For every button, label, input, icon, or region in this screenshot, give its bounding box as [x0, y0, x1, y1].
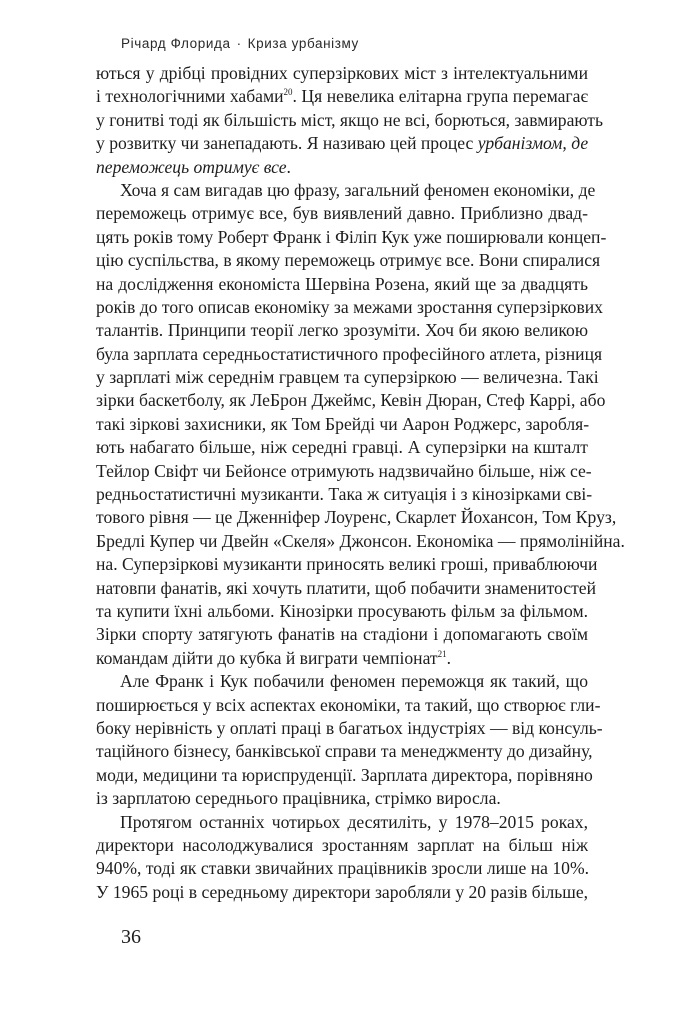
text-line: цять років тому Роберт Франк і Філіп Кук уже поширювали концеп-	[96, 226, 607, 247]
text-line: на. Суперзіркові музиканти приносять великі гроші, приваблюючи	[96, 554, 598, 575]
text-line: цію суспільства, в якому переможець отримує все. Вони спиралися	[96, 250, 601, 271]
text-line: та купити їхні альбоми. Кінозірки просувають фільм за фільмом.	[96, 600, 588, 621]
text-line: директори насолоджувалися зростанням зарплат на більш ніж	[96, 834, 588, 855]
text-line: була зарплата середньостатистичного професійного атлета, різниця	[96, 343, 603, 364]
text-line: редньостатистичні музиканти. Така ж ситуація і з кінозірками сві-	[96, 484, 593, 505]
running-head-title: Криза урбанізму	[247, 36, 359, 51]
footnote-ref: 21	[437, 648, 447, 659]
text-line: У 1965 році в середньому директори заробляли у 20 разів більше,	[96, 881, 589, 902]
text-line: командам дійти до кубка й виграти чемпіонат$^{21}$.	[96, 647, 452, 668]
text-line: із зарплатою середнього працівника, стрімко виросла.	[96, 788, 501, 809]
text-line: на дослідження економіста Шервіна Розена, який ще за двадцять	[96, 273, 588, 294]
text-line: тового рівня — це Дженніфер Лоуренс, Скарлет Йохансон, Том Круз,	[96, 507, 617, 528]
running-head-author: Річард Флорида	[121, 36, 231, 51]
text-line: Протягом останніх чотирьох десятиліть, у 1978–2015 роках,	[120, 811, 588, 832]
text-line: Хоча я сам вигадав цю фразу, загальний феномен економіки, де	[120, 179, 596, 200]
text-line: років до того описав економіку за межами зростання суперзіркових	[96, 296, 603, 317]
text-line: 940%, тоді як ставки звичайних працівників зросли лише на 10%.	[96, 858, 590, 879]
text-line: у гонитві тоді як більшість міст, якщо не всі, борються, завмирають	[96, 109, 604, 130]
footnote-ref: 20	[283, 87, 293, 98]
text-line: у зарплаті між середнім гравцем та суперзіркою — величезна. Такі	[96, 367, 599, 388]
text-line: ють набагато більше, ніж середні гравці. А суперзірки на кшталт	[96, 437, 588, 458]
text-line: такі зіркові захисники, як Том Брейді чи Аарон Роджерс, заробля-	[96, 413, 590, 434]
emphasis: урбанізмом, де	[477, 133, 589, 154]
body-text	[96, 62, 625, 904]
text-line: таційного бізнесу, банківської справи та менеджменту до дизайну,	[96, 741, 593, 762]
page-number: 36	[121, 926, 141, 948]
text-line: натовпи фанатів, які хочуть платити, щоб побачити знаменитостей	[96, 577, 597, 598]
text-line: у розвитку чи занепадають. Я називаю цей процес урбанізмом, де	[96, 133, 589, 154]
text-line: Але Франк і Кук побачили феномен переможця як такий, що	[120, 671, 588, 692]
text-line: зірки баскетболу, як ЛеБрон Джеймс, Кевін Дюран, Стеф Каррі, або	[96, 390, 606, 411]
text-line: і технологічними хабами$^{20}$. Ця невелика елітарна група перемагає	[96, 86, 588, 107]
text-line: Зірки спорту затягують фанатів на стадіони і допомагають своїм	[96, 624, 588, 645]
text-line: талантів. Принципи теорії легко зрозуміти. Хоч би якою великою	[96, 320, 588, 341]
text-line: переможець отримує все, був виявлений давно. Приблизно двад-	[96, 203, 588, 224]
text-line: Тейлор Свіфт чи Бейонсе отримують надзвичайно більше, ніж се-	[96, 460, 592, 481]
text-line: поширюється у всіх аспектах економіки, та такий, що створює гли-	[96, 694, 601, 715]
text-line: Бредлі Купер чи Двейн «Скеля» Джонсон. Економіка — прямолінійна.	[96, 530, 625, 551]
running-head	[121, 36, 359, 51]
text-line: боку нерівність у оплаті праці в багатьох індустріях — від консуль-	[96, 717, 603, 738]
running-head-separator: ·	[236, 36, 242, 51]
text-line: моди, медицини та юриспруденції. Зарплата директора, порівняно	[96, 764, 593, 785]
emphasis: переможець отримує все	[96, 156, 287, 177]
text-line: ються у дрібці провідних суперзіркових міст з інтелектуальними	[96, 63, 588, 83]
text-line: переможець отримує все.	[96, 156, 291, 177]
